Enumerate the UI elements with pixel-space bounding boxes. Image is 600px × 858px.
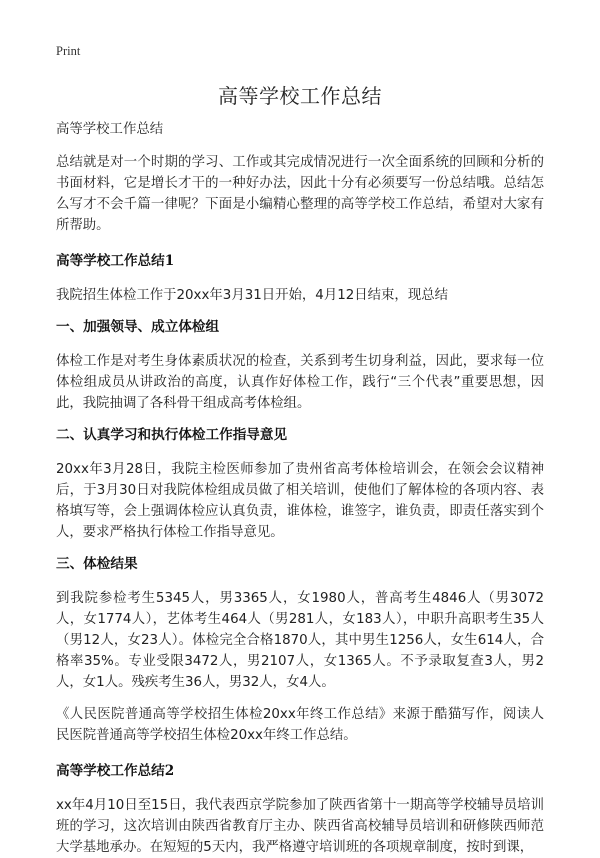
- document-body: [56, 119, 544, 858]
- section2-paragraph: xx年4月10日至15日，我代表西京学院参加了陕西省第十一期高等学校辅导员培训班的学习，这次培训由陕西省教育厅主办、陕西省高校辅导员培训和研修陕西师范大学基地承办。在短短的5天内，我严格遵守培训班的各项规章制度，按时到课，: [56, 798, 544, 855]
- section1-heading: 高等学校工作总结1: [56, 253, 175, 269]
- intro-paragraph: 总结就是对一个时期的学习、工作或其完成情况进行一次全面系统的回顾和分析的书面材料，它是增长才干的一种好办法，因此十分有必须要写一份总结哦。总结怎么写才不会千篇一律呢？下面是小编精心整理的高等学校工作总结，希望对大家有所帮助。: [56, 155, 544, 233]
- print-link[interactable]: Print: [56, 44, 81, 58]
- part3-heading: 三、体检结果: [56, 556, 138, 572]
- source-note-paragraph: 《人民医院普通高等学校招生体检20xx年终工作总结》来源于酷猫写作，阅读人民医院普通高等学校招生体检20xx年终工作总结。: [56, 707, 544, 743]
- section2-heading: 高等学校工作总结2: [56, 763, 175, 779]
- section1-lead: 我院招生体检工作于20xx年3月31日开始，4月12日结束，现总结: [56, 288, 448, 303]
- part3-paragraph: 到我院参检考生5345人，男3365人，女1980人，普高考生4846人（男3072人，女1774人），艺体考生464人（男281人，女183人），中职升高职考生35人（男12人，女23人）。体检完全合格1870人，其中男生1256人，女生614人，合格率35%。专业受限3472人，男2107人，女1365人。不予录取复查3人，男2人，女1人。残疾考生36人，男32人，女4人。: [56, 591, 544, 690]
- part2-heading: 二、认真学习和执行体检工作指导意见: [56, 427, 288, 443]
- page-title: 高等学校工作总结: [218, 84, 382, 108]
- document-subtitle: 高等学校工作总结: [56, 122, 164, 137]
- part2-paragraph: 20xx年3月28日，我院主检医师参加了贵州省高考体检培训会，在领会会议精神后，于3月30日对我院体检组成员做了相关培训，使他们了解体检的各项内容、表格填写等，会上强调体检应认真负责，谁体检，谁签字，谁负责，即责任落实到个人，要求严格执行体检工作指导意见。: [56, 462, 544, 540]
- part1-heading: 一、加强领导、成立体检组: [56, 319, 220, 335]
- part1-paragraph: 体检工作是对考生身体素质状况的检查，关系到考生切身利益，因此，要求每一位体检组成员从讲政治的高度，认真作好体检工作，践行“三个代表”重要思想，因此，我院抽调了各科骨干组成高考体检组。: [56, 354, 544, 411]
